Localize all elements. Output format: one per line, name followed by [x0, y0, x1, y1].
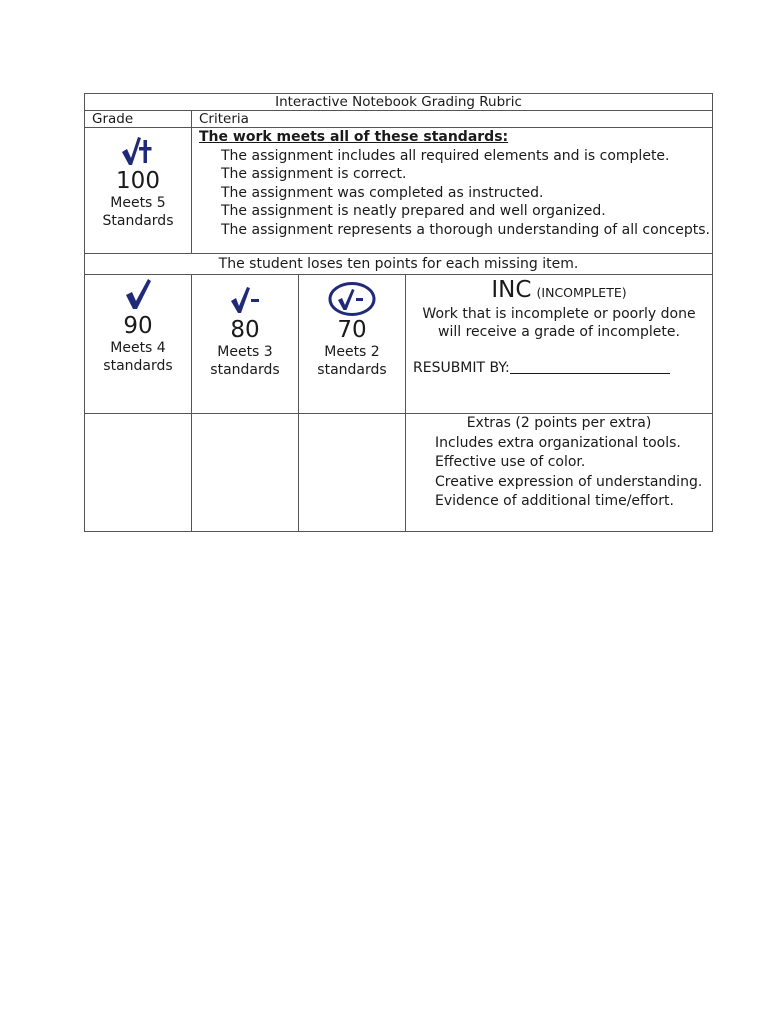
- grade-80-cell: [192, 275, 299, 414]
- check-plus-icon: [85, 134, 191, 168]
- header-row: [85, 111, 713, 128]
- check-icon: [85, 277, 191, 313]
- incomplete-heading: [412, 275, 706, 305]
- incomplete-subtitle: (INCOMPLETE): [536, 285, 627, 300]
- extras-item: Effective use of color.: [435, 454, 586, 470]
- extras-item: Creative expression of understanding.: [435, 473, 703, 490]
- standards-list: [199, 147, 712, 240]
- grade-100-label: Meets 5 Standards: [102, 195, 174, 229]
- grades-row: [85, 275, 713, 414]
- grading-rubric-table: [84, 93, 713, 532]
- standards-heading: The work meets all of these standards:: [199, 129, 509, 145]
- extras-item: Includes extra organizational tools.: [435, 434, 681, 451]
- grade-100-score: 100: [116, 168, 160, 194]
- extras-list: [406, 434, 712, 512]
- grade-80-score: 80: [230, 317, 260, 343]
- grade-100-cell: [85, 128, 192, 254]
- standard-item: The assignment was completed as instructed.: [221, 184, 544, 201]
- incomplete-cell: [406, 275, 713, 414]
- extras-cell: [406, 414, 713, 532]
- standards-cell: [192, 128, 713, 254]
- empty-cell: [85, 414, 192, 532]
- loses-note: The student loses ten points for each missing item.: [85, 254, 713, 275]
- criteria-header: Criteria: [192, 111, 713, 128]
- title-row: [85, 94, 713, 111]
- grade-70-score: 70: [337, 317, 367, 343]
- grade-90-label: Meets 4 standards: [103, 340, 173, 374]
- top-grade-row: [85, 128, 713, 254]
- loses-row: [85, 254, 713, 275]
- resubmit-label: RESUBMIT BY:: [413, 360, 510, 376]
- grade-70-cell: [299, 275, 406, 414]
- standard-item: The assignment is correct.: [221, 166, 407, 182]
- grade-70-label: Meets 2 standards: [317, 344, 387, 378]
- grade-80-label: Meets 3 standards: [210, 344, 280, 378]
- resubmit-date-blank[interactable]: [510, 359, 670, 374]
- incomplete-title: INC: [491, 277, 532, 303]
- check-minus-icon: [192, 279, 298, 317]
- grade-90-score: 90: [123, 313, 153, 339]
- standard-item: The assignment includes all required elements and is complete.: [221, 147, 670, 164]
- standard-item: The assignment represents a thorough understanding of all concepts.: [221, 221, 710, 238]
- extras-row: [85, 414, 713, 532]
- extras-item: Evidence of additional time/effort.: [435, 493, 674, 509]
- circled-check-minus-icon: [299, 281, 405, 317]
- resubmit-line: [412, 359, 706, 377]
- empty-cell: [299, 414, 406, 532]
- grade-header: Grade: [85, 111, 192, 128]
- standard-item: The assignment is neatly prepared and well organized.: [221, 203, 606, 219]
- rubric-title: Interactive Notebook Grading Rubric: [85, 94, 713, 111]
- incomplete-description: Work that is incomplete or poorly done will receive a grade of incomplete.: [422, 306, 696, 340]
- extras-heading: Extras (2 points per extra): [466, 415, 652, 431]
- grade-90-cell: [85, 275, 192, 414]
- empty-cell: [192, 414, 299, 532]
